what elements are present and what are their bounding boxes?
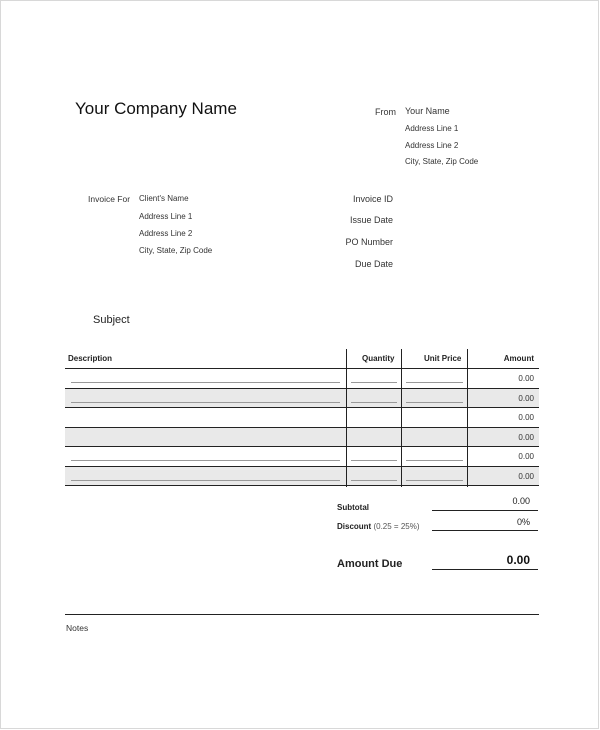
notes-label[interactable]: Notes — [66, 623, 89, 633]
unit-price-field[interactable] — [406, 480, 463, 481]
company-name[interactable]: Your Company Name — [75, 99, 237, 118]
from-address-line-1[interactable]: Address Line 1 — [405, 124, 459, 133]
description-field[interactable] — [71, 382, 340, 383]
row-amount: 0.00 — [518, 452, 534, 461]
row-amount: 0.00 — [518, 413, 534, 422]
amount-due-underline — [432, 569, 538, 570]
unit-price-field[interactable] — [406, 460, 463, 461]
subtotal-label: Subtotal — [337, 503, 369, 512]
quantity-field[interactable] — [351, 382, 397, 383]
notes-divider — [65, 614, 539, 615]
description-field[interactable] — [71, 460, 340, 461]
quantity-header: Quantity — [362, 354, 395, 363]
client-address-line-2[interactable]: Address Line 2 — [139, 229, 193, 238]
description-header: Description — [68, 354, 113, 363]
client-city-state-zip[interactable]: City, State, Zip Code — [139, 246, 213, 255]
from-label: From — [375, 107, 396, 117]
from-city-state-zip[interactable]: City, State, Zip Code — [405, 157, 479, 166]
quantity-field[interactable] — [351, 460, 397, 461]
issue-date-label: Issue Date — [349, 215, 393, 225]
subtotal-value: 0.00 — [512, 496, 530, 506]
unit-price-field[interactable] — [406, 382, 463, 383]
amount-due-value: 0.00 — [506, 553, 530, 567]
po-number-label: PO Number — [345, 237, 393, 247]
column-divider — [401, 349, 402, 487]
column-divider — [346, 349, 347, 487]
row-amount: 0.00 — [518, 471, 534, 481]
column-divider — [467, 349, 468, 487]
discount-underline — [432, 530, 538, 531]
client-name[interactable]: Client's Name — [139, 194, 189, 203]
description-field[interactable] — [71, 402, 340, 403]
due-date-label: Due Date — [354, 259, 393, 269]
unit-price-header: Unit Price — [424, 354, 462, 363]
subtotal-underline — [432, 510, 538, 511]
row-amount: 0.00 — [518, 432, 534, 442]
row-amount: 0.00 — [518, 393, 534, 403]
invoice-for-label: Invoice For — [88, 194, 131, 204]
description-field[interactable] — [71, 480, 340, 481]
row-amount: 0.00 — [518, 374, 534, 383]
invoice-id-label: Invoice ID — [352, 194, 393, 204]
amount-header: Amount — [503, 354, 534, 363]
discount-row — [337, 522, 420, 531]
discount-label: Discount — [337, 522, 372, 531]
discount-note: (0.25 = 25%) — [373, 522, 420, 531]
subject-label[interactable]: Subject — [93, 314, 130, 326]
quantity-field[interactable] — [351, 480, 397, 481]
unit-price-field[interactable] — [406, 402, 463, 403]
from-name[interactable]: Your Name — [405, 106, 450, 116]
discount-value[interactable]: 0% — [516, 517, 530, 527]
quantity-field[interactable] — [351, 402, 397, 403]
from-address-line-2[interactable]: Address Line 2 — [405, 141, 459, 150]
amount-due-label: Amount Due — [337, 558, 403, 570]
client-address-line-1[interactable]: Address Line 1 — [139, 212, 193, 221]
